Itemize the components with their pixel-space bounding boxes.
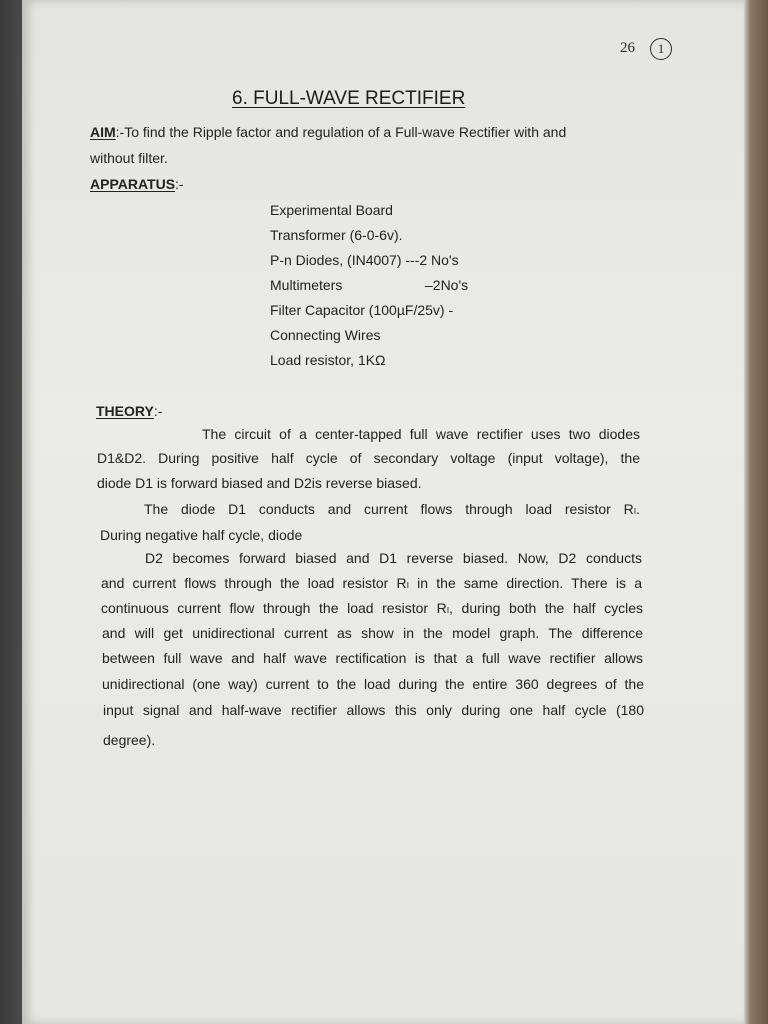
apparatus-heading: APPARATUS [90, 176, 176, 192]
theory-heading: THEORY [96, 403, 154, 419]
theory-line: diode D1 is forward biased and D2is reverse biased. [97, 475, 422, 491]
apparatus-item: Load resistor, 1KΩ [270, 352, 386, 368]
theory-line: unidirectional (one way) current to the load during the entire 360 degrees of the [102, 676, 644, 692]
theory-line: and current flows through the load resistor Rₗ in the same direction. There is a [101, 575, 642, 591]
apparatus-item: Experimental Board [270, 202, 393, 218]
page-number: 26 [620, 40, 635, 56]
theory-line: During negative half cycle, diode [100, 527, 303, 543]
theory-line: input signal and half-wave rectifier allows this only during one half cycle (180 [103, 702, 644, 718]
page-circle-number: 1 [650, 38, 672, 60]
theory-heading-row [96, 403, 162, 419]
theory-line: and will get unidirectional current as show in the model graph. The difference [102, 625, 643, 641]
multimeters-quantity: –2No's [425, 277, 469, 293]
book-edge [744, 0, 768, 1024]
theory-line: The diode D1 conducts and current flows through load resistor Rₗ. [144, 501, 640, 517]
apparatus-item: Multimeters [270, 277, 343, 293]
apparatus-item: Filter Capacitor (100µF/25v) - [270, 302, 454, 318]
theory-heading-suffix: :- [153, 403, 163, 419]
page-title: 6. FULL-WAVE RECTIFIER [232, 88, 466, 109]
apparatus-heading-row [90, 176, 184, 192]
apparatus-heading-suffix: :- [175, 176, 184, 192]
apparatus-item: Transformer (6-0-6v). [270, 227, 403, 243]
aim-line-2: without filter. [90, 150, 168, 166]
theory-line: D2 becomes forward biased and D1 reverse biased. Now, D2 conducts [145, 550, 642, 566]
theory-line: degree). [103, 732, 156, 748]
theory-line: The circuit of a center-tapped full wave rectifier uses two diodes [202, 426, 640, 442]
apparatus-item: P-n Diodes, (IN4007) ---2 No's [270, 252, 459, 268]
aim-label: AIM [90, 124, 116, 140]
aim-text: :-To find the Ripple factor and regulation of a Full-wave Rectifier with and [115, 124, 567, 140]
aim-line-1 [90, 124, 566, 140]
theory-line: between full wave and half wave rectification is that a full wave rectifier allows [102, 650, 643, 666]
theory-line: D1&D2. During positive half cycle of secondary voltage (input voltage), the [97, 450, 640, 466]
theory-line: continuous current flow through the load resistor Rₗ, during both the half cycles [101, 600, 643, 616]
apparatus-item: Connecting Wires [270, 327, 381, 343]
